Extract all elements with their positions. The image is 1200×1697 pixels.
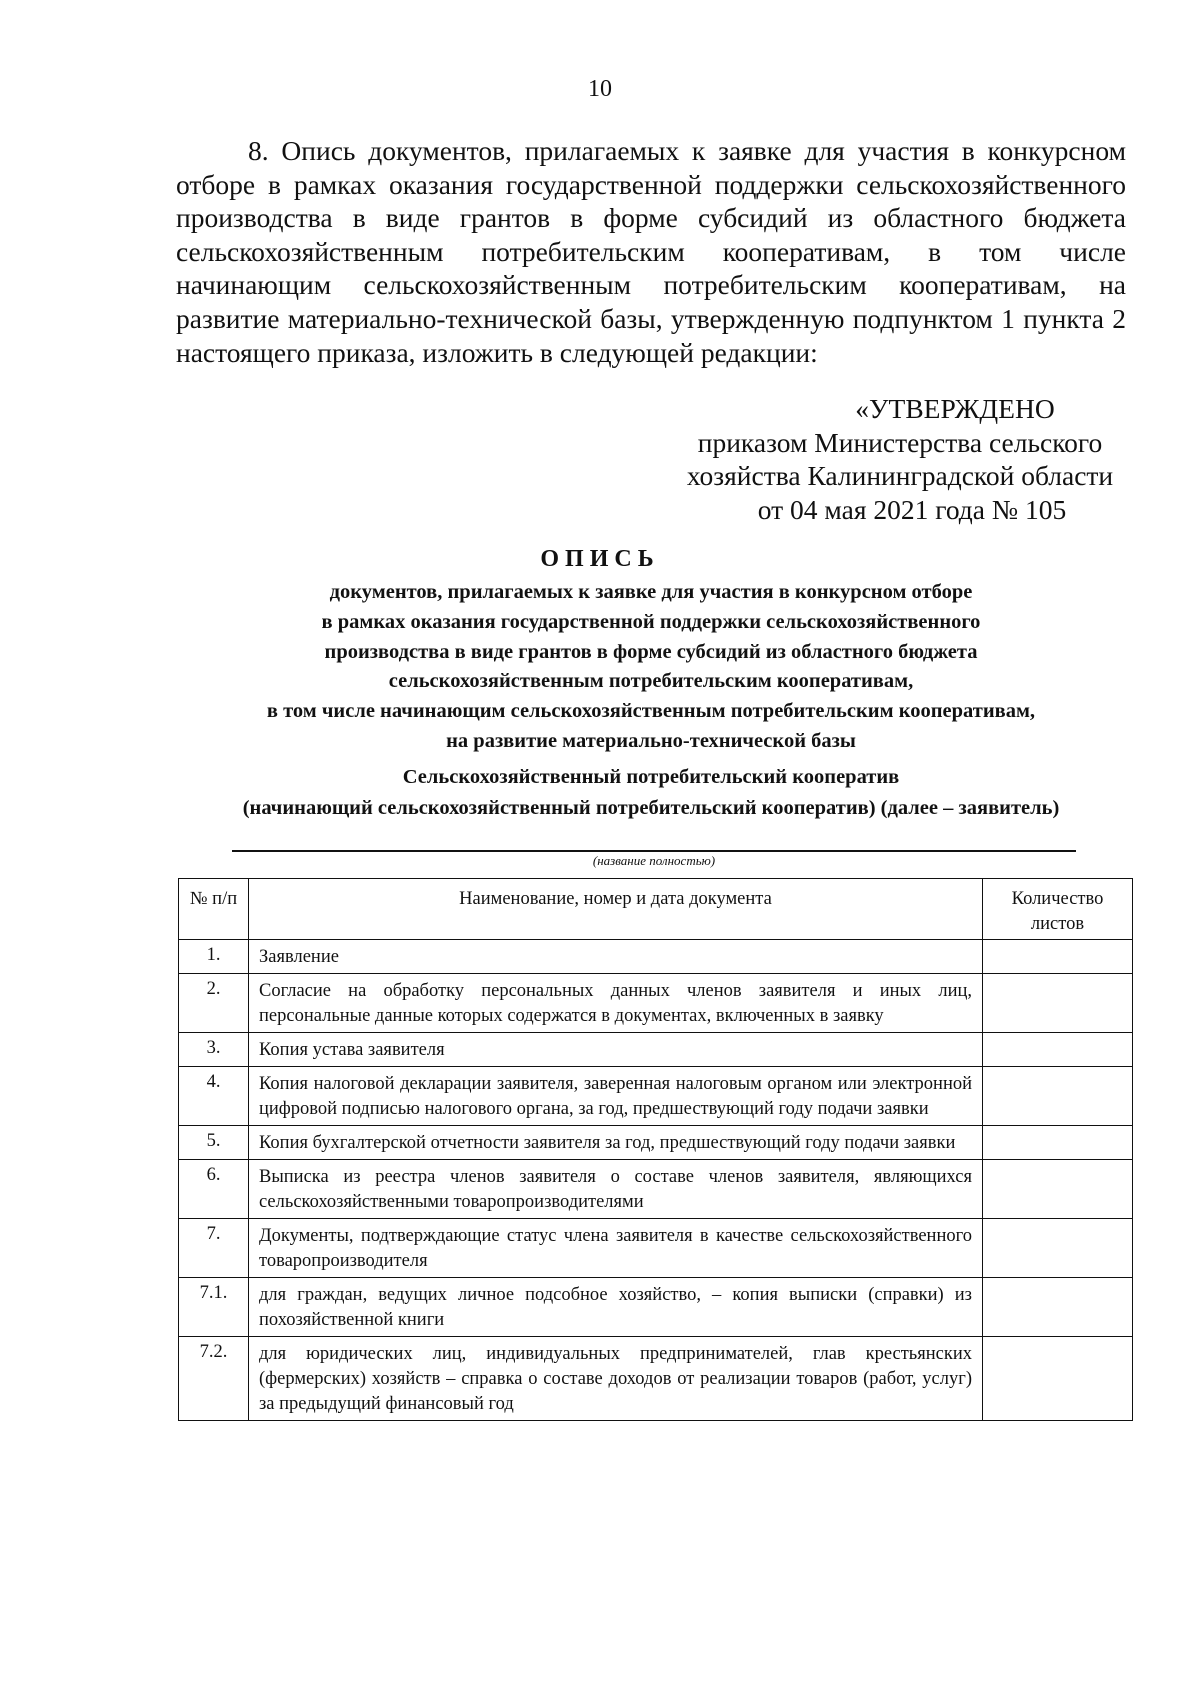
row-sheets xyxy=(983,1278,1133,1337)
table-row xyxy=(179,1067,1133,1126)
subtitle-line: производства в виде грантов в форме субсидий из областного бюджета xyxy=(324,640,978,663)
applicant-heading xyxy=(176,762,1126,824)
table-row xyxy=(179,1126,1133,1160)
header-num: № п/п xyxy=(179,879,249,940)
page-number: 10 xyxy=(588,76,612,102)
applicant-name-line xyxy=(232,850,1076,852)
row-sheets xyxy=(983,1337,1133,1421)
header-name: Наименование, номер и дата документа xyxy=(249,879,983,940)
approval-date: от 04 мая 2021 года № 105 xyxy=(757,493,1067,525)
subtitle-line: сельскохозяйственным потребительским кооперативам, xyxy=(388,670,914,693)
row-sheets xyxy=(983,1033,1133,1067)
row-description: Копия налоговой декларации заявителя, заверенная налоговым органом или электронной цифровой подписью налогового органа, за год, предшествующий году подачи заявки xyxy=(249,1067,983,1126)
approval-line-3: хозяйства Калининградской области xyxy=(686,460,1114,492)
row-description: Копия бухгалтерской отчетности заявителя за год, предшествующий году подачи заявки xyxy=(249,1126,983,1160)
applicant-name-caption: (название полностью) xyxy=(592,853,716,868)
subtitle-line: в том числе начинающим сельскохозяйственным потребительским кооперативам, xyxy=(266,700,1036,723)
approval-heading: «УТВЕРЖДЕНО xyxy=(855,393,1055,424)
applicant-line: Сельскохозяйственный потребительский кооператив xyxy=(402,766,900,788)
row-sheets xyxy=(983,940,1133,974)
subtitle-line: на развитие материально-технической базы xyxy=(446,729,856,752)
row-sheets xyxy=(983,1219,1133,1278)
table-header-row xyxy=(179,879,1133,940)
document-subtitle xyxy=(176,578,1126,757)
documents-table xyxy=(178,878,1133,1421)
table-row xyxy=(179,1337,1133,1421)
row-num: 7.1. xyxy=(179,1278,249,1337)
approval-line-2: приказом Министерства сельского xyxy=(697,426,1103,458)
row-description: для граждан, ведущих личное подсобное хозяйство, – копия выписки (справки) из похозяйственной книги xyxy=(249,1278,983,1337)
row-description: для юридических лиц, индивидуальных предпринимателей, глав крестьянских (фермерских) хозяйств – справка о составе доходов от реализации товаров (работ, услуг) за предыдущий финансовый год xyxy=(249,1337,983,1421)
row-num: 1. xyxy=(179,940,249,974)
row-sheets xyxy=(983,1126,1133,1160)
row-sheets xyxy=(983,1067,1133,1126)
subtitle-line: в рамках оказания государственной поддержки сельскохозяйственного xyxy=(321,610,981,633)
table-row xyxy=(179,974,1133,1033)
row-num: 7.2. xyxy=(179,1337,249,1421)
table-row xyxy=(179,1219,1133,1278)
header-sheets: Количество листов xyxy=(983,879,1133,940)
table-row xyxy=(179,1160,1133,1219)
intro-paragraph: 8. Опись документов, прилагаемых к заявке для участия в конкурсном отборе в рамках оказания государственной поддержки сельскохозяйственного производства в виде грантов в форме субсидий из областного бюджета сельскохозяйственным потребительским кооперативам, в том числе начинающим сельскохозяйственным потребительским кооперативам, на развитие материально-технической базы, утвержденную подпунктом 1 пункта 2 настоящего приказа, изложить в следующей редакции: xyxy=(176,135,1126,368)
row-num: 4. xyxy=(179,1067,249,1126)
row-sheets xyxy=(983,974,1133,1033)
row-num: 3. xyxy=(179,1033,249,1067)
document-title: ОПИСЬ xyxy=(540,546,660,572)
row-description: Согласие на обработку персональных данных членов заявителя и иных лиц, персональные данные которых содержатся в документах, включенных в заявку xyxy=(249,974,983,1033)
subtitle-line: документов, прилагаемых к заявке для участия в конкурсном отборе xyxy=(329,581,973,603)
row-num: 2. xyxy=(179,974,249,1033)
row-description: Копия устава заявителя xyxy=(249,1033,983,1067)
row-num: 6. xyxy=(179,1160,249,1219)
table-row xyxy=(179,1033,1133,1067)
table-row xyxy=(179,1278,1133,1337)
row-sheets xyxy=(983,1160,1133,1219)
row-description: Документы, подтверждающие статус члена заявителя в качестве сельскохозяйственного товаропроизводителя xyxy=(249,1219,983,1278)
approval-stamp xyxy=(660,392,1140,526)
row-description: Заявление xyxy=(249,940,983,974)
row-num: 7. xyxy=(179,1219,249,1278)
table-row xyxy=(179,940,1133,974)
row-num: 5. xyxy=(179,1126,249,1160)
row-description: Выписка из реестра членов заявителя о составе членов заявителя, являющихся сельскохозяйственными товаропроизводителями xyxy=(249,1160,983,1219)
applicant-line: (начинающий сельскохозяйственный потребительский кооператив) (далее – заявитель) xyxy=(242,797,1060,819)
